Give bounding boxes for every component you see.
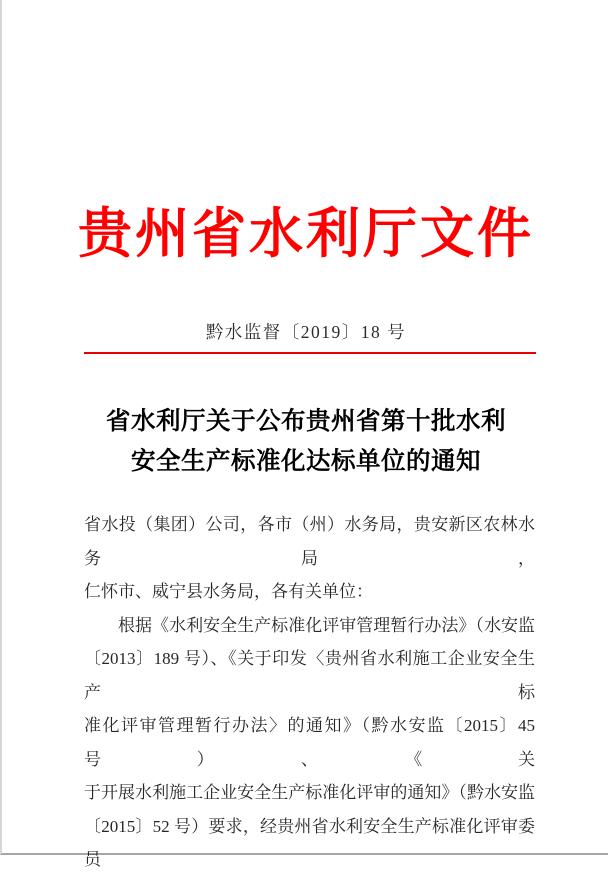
document-title-line-2: 安全生产标准化达标单位的通知 <box>131 448 481 475</box>
body-line: 省水投（集团）公司，各市（州）水务局，贵安新区农林水务局， <box>84 515 535 568</box>
body-line: 准化评审管理暂行办法〉的通知》（黔水安监〔2015〕45 号）、《关 <box>84 716 535 769</box>
document-title-line-1: 省水利厅关于公布贵州省第十批水利 <box>106 408 506 435</box>
body-line: 〔2013〕189 号）、《关于印发〈贵州省水利施工企业安全生产标 <box>84 649 535 702</box>
body-line: 〔2015〕52 号）要求，经贵州省水利安全生产标准化评审委员 <box>84 816 535 869</box>
red-divider-line <box>84 352 536 354</box>
body-line: 仁怀市、威宁县水务局，各有关单位： <box>84 582 373 601</box>
issuing-agency-header: 贵州省水利厅文件 <box>78 204 534 264</box>
document-body <box>84 508 535 877</box>
body-line: 于开展水利施工企业安全生产标准化评审的通知》（黔水安监 <box>84 783 535 802</box>
body-line: 根据《水利安全生产标准化评审管理暂行办法》（水安监 <box>118 615 535 635</box>
document-title <box>2 402 608 482</box>
document-number: 黔水监督〔2019〕18 号 <box>205 322 407 342</box>
